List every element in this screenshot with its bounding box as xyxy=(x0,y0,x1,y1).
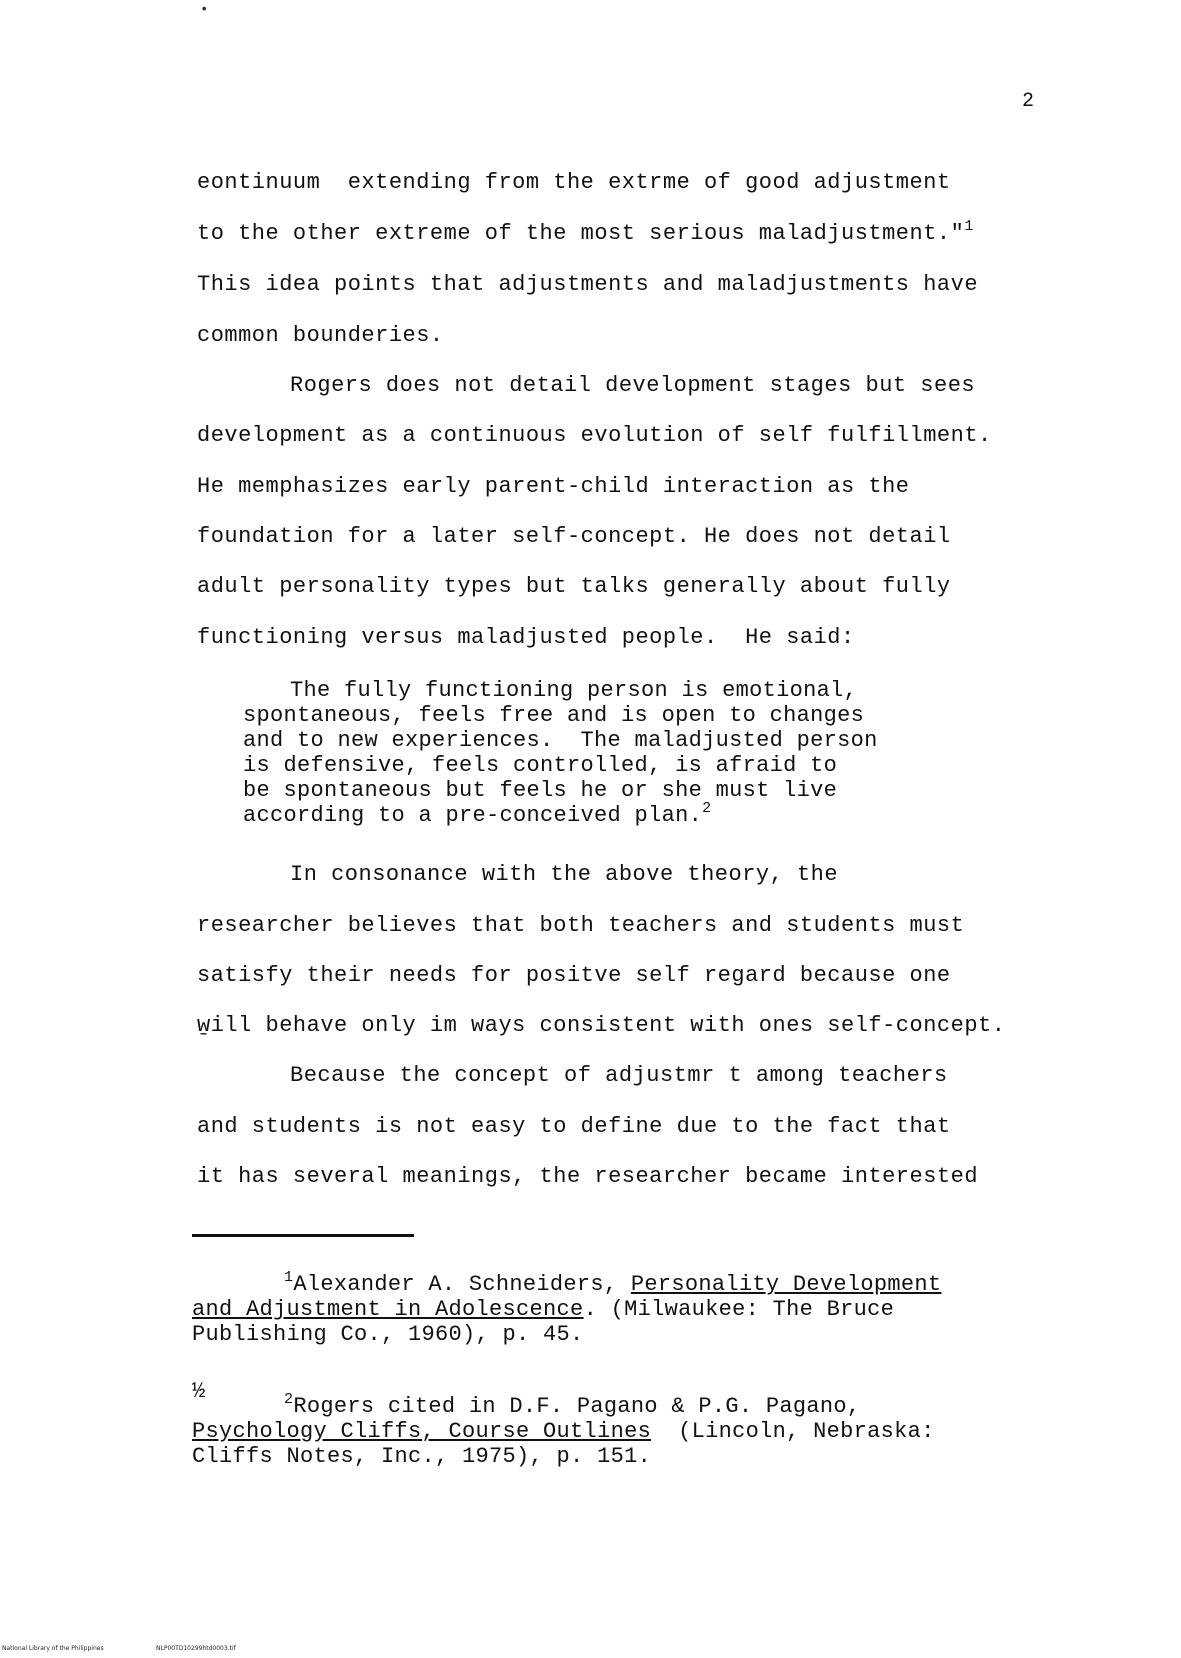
text-line: it has several meanings, the researcher became interested xyxy=(197,1164,979,1189)
footnote-line: Publishing Co., 1960), p. 45. xyxy=(192,1322,584,1347)
quote-line: The fully functioning person is emotional, xyxy=(290,678,858,703)
text-line: common bounderies. xyxy=(197,323,444,348)
footer-library: National Library of the Philippines xyxy=(2,1645,104,1652)
text-line: He memphasizes early parent-child interaction as the xyxy=(197,474,910,499)
page-number: 2 xyxy=(1022,90,1035,113)
quote-line: be spontaneous but feels he or she must live xyxy=(243,778,838,803)
footnote-line xyxy=(284,1269,942,1297)
footnote-publisher: (Lincoln, Nebraska: xyxy=(651,1419,935,1444)
text-line: researcher believes that both teachers and students must xyxy=(197,913,965,938)
footnote-title: and Adjustment in Adolescence xyxy=(192,1297,584,1322)
quote-line-content: according to a pre-conceived plan. xyxy=(243,803,703,828)
text-line-content: to the other extreme of the most serious maladjustment." xyxy=(197,221,965,246)
text-line: satisfy their needs for positve self regard because one xyxy=(197,963,951,988)
footnote-line xyxy=(192,1297,894,1322)
scan-mark: • xyxy=(200,2,209,18)
footnote-title: Psychology Cliffs, Course Outlines xyxy=(192,1419,652,1444)
text-line: functioning versus maladjusted people. He said: xyxy=(197,625,855,650)
footnote-ref-2: 2 xyxy=(702,800,712,817)
footnote-publisher: . (Milwaukee: The Bruce xyxy=(583,1297,895,1322)
footnote-text: Rogers cited in D.F. Pagano & P.G. Pagano, xyxy=(293,1394,861,1419)
footnote-ref-1: 1 xyxy=(964,218,974,235)
text-line: In consonance with the above theory, the xyxy=(290,862,839,887)
footnote-line xyxy=(192,1419,935,1444)
quote-line: spontaneous, feels free and is open to changes xyxy=(243,703,865,728)
text-line: adult personality types but talks generally about fully xyxy=(197,574,951,599)
text-line: Rogers does not detail development stages but sees xyxy=(290,373,976,398)
footnote-line xyxy=(284,1391,861,1419)
footnote-separator xyxy=(192,1234,414,1237)
text-line: This idea points that adjustments and maladjustments have xyxy=(197,272,979,297)
footnote-marker: ½ xyxy=(192,1379,206,1404)
footnote-number: 2 xyxy=(284,1391,294,1408)
footer-code: NLP00TD10299htd0003.tif xyxy=(156,1645,236,1652)
text-line xyxy=(197,218,974,246)
quote-line: is defensive, feels controlled, is afraid to xyxy=(243,753,838,778)
text-line: and students is not easy to define due to the fact that xyxy=(197,1114,951,1139)
text-line: development as a continuous evolution of self fulfillment. xyxy=(197,423,992,448)
text-line: w̱ill behave only im ways consistent with ones self-concept. xyxy=(197,1013,1006,1038)
footnote-author: Alexander A. Schneiders, xyxy=(293,1272,631,1297)
quote-line: and to new experiences. The maladjusted person xyxy=(243,728,878,753)
footnote-title: Personality Development xyxy=(630,1272,942,1297)
text-line: eontinuum extending from the extrme of good adjustment xyxy=(197,170,951,195)
footnote-number: 1 xyxy=(284,1269,294,1286)
text-line: foundation for a later self-concept. He does not detail xyxy=(197,524,951,549)
quote-line xyxy=(243,800,712,828)
footnote-line: Cliffs Notes, Inc., 1975), p. 151. xyxy=(192,1444,652,1469)
text-line: Because the concept of adjustmr t among teachers xyxy=(290,1063,948,1088)
